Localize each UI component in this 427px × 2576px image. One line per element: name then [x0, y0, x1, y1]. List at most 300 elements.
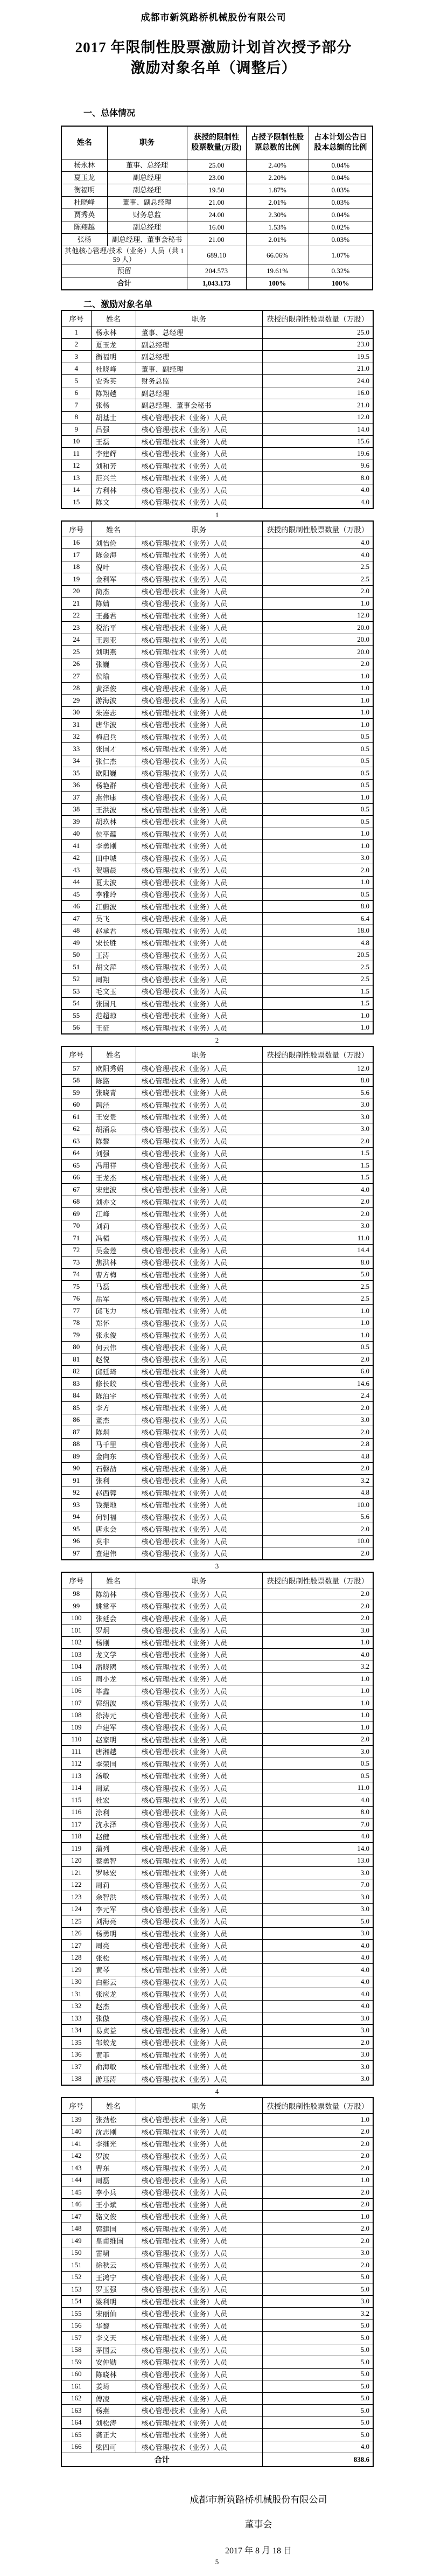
roster-name-cell: 唐永会: [91, 1523, 136, 1536]
roster-name-cell: 张巍: [91, 658, 136, 670]
roster-row: [61, 327, 373, 339]
roster-seq-cell: 157: [61, 2332, 91, 2344]
roster-seq-cell: 129: [61, 1964, 91, 1976]
roster-amount-cell: 1.0: [262, 1317, 373, 1329]
roster-row: [61, 1317, 373, 1329]
roster-row: [61, 1402, 373, 1414]
roster-name-cell: 欧阳巍: [91, 767, 136, 780]
roster-header-cell: 职务: [136, 310, 262, 327]
roster-name-cell: 王龙杰: [91, 1171, 136, 1184]
roster-amount-cell: 2.0: [262, 1547, 373, 1560]
roster-role-cell: 核心管理/技术（业务）人员: [136, 1244, 262, 1256]
roster-amount-cell: 1.0: [262, 1697, 373, 1710]
roster-row: [61, 2283, 373, 2296]
roster-row: [61, 1818, 373, 1831]
roster-amount-cell: 5.0: [262, 2429, 373, 2441]
roster-amount-cell: 8.0: [262, 900, 373, 913]
roster-amount-cell: 7.0: [262, 1879, 373, 1891]
roster-amount-cell: 14.0: [262, 423, 373, 436]
roster-role-cell: 核心管理/技术（业务）人员: [136, 1976, 262, 1988]
roster-role-cell: 核心管理/技术（业务）人员: [136, 609, 262, 622]
roster-amount-cell: 2.8: [262, 1438, 373, 1450]
summary-row: [61, 184, 373, 197]
roster-amount-cell: 0.5: [262, 1758, 373, 1770]
roster-seq-cell: 11: [61, 448, 91, 460]
roster-seq-cell: 41: [61, 840, 91, 852]
roster-role-cell: 核心管理/技术（业务）人员: [136, 2429, 262, 2441]
roster-seq-cell: 46: [61, 900, 91, 913]
roster-amount-cell: 14.6: [262, 1378, 373, 1390]
roster-role-cell: 核心管理/技术（业务）人员: [136, 2049, 262, 2061]
roster-name-cell: 刘明燕: [91, 646, 136, 658]
summary-cell: 24.00: [187, 209, 246, 221]
roster-seq-cell: 44: [61, 876, 91, 888]
roster-name-cell: 唐华波: [91, 719, 136, 731]
roster-seq-cell: 109: [61, 1721, 91, 1734]
roster-header-row: [61, 521, 373, 537]
roster-role-cell: 核心管理/技术（业务）人员: [136, 1612, 262, 1624]
roster-amount-cell: 5.0: [262, 2344, 373, 2356]
roster-seq-cell: 65: [61, 1159, 91, 1172]
roster-amount-cell: 1.0: [262, 1721, 373, 1734]
roster-role-cell: 核心管理/技术（业务）人员: [136, 743, 262, 755]
roster-role-cell: 核心管理/技术（业务）人员: [136, 1171, 262, 1184]
roster-seq-cell: 143: [61, 2162, 91, 2175]
roster-role-cell: 核心管理/技术（业务）人员: [136, 925, 262, 937]
roster-role-cell: 核心管理/技术（业务）人员: [136, 1697, 262, 1710]
roster-role-cell: 核心管理/技术（业务）人员: [136, 900, 262, 913]
footer-date: 2017 年 8 月 18 日: [225, 2546, 292, 2556]
roster-row: [61, 1159, 373, 1172]
page-number-4: 4: [215, 2087, 219, 2095]
roster-row: [61, 1305, 373, 1317]
roster-role-cell: 核心管理/技术（业务）人员: [136, 1305, 262, 1317]
summary-cell: 2.40%: [246, 159, 309, 172]
roster-row: [61, 622, 373, 634]
roster-seq-cell: 73: [61, 1256, 91, 1269]
roster-name-cell: 周斌: [91, 1782, 136, 1794]
roster-row: [61, 496, 373, 509]
roster-seq-cell: 75: [61, 1281, 91, 1293]
roster-name-cell: 胡文萍: [91, 961, 136, 974]
roster-amount-cell: 4.0: [262, 1952, 373, 1964]
roster-role-cell: 核心管理/技术（业务）人员: [136, 537, 262, 549]
roster-role-cell: 核心管理/技术（业务）人员: [136, 1794, 262, 1807]
summary-header-cell: 姓名: [61, 126, 107, 159]
summary-cell: 张杨: [61, 234, 107, 246]
roster-seq-cell: 13: [61, 472, 91, 484]
roster-seq-cell: 130: [61, 1976, 91, 1988]
roster-seq-cell: 54: [61, 997, 91, 1010]
roster-seq-cell: 9: [61, 423, 91, 436]
roster-seq-cell: 51: [61, 961, 91, 974]
roster-role-cell: 核心管理/技术（业务）人员: [136, 1099, 262, 1111]
roster-row: [61, 1256, 373, 1269]
roster-name-cell: 梁利明: [91, 2295, 136, 2308]
roster-amount-cell: 3.0: [262, 1111, 373, 1123]
roster-row: [61, 1782, 373, 1794]
roster-amount-cell: 1.0: [262, 1010, 373, 1022]
roster-row: [61, 387, 373, 399]
roster-role-cell: 核心管理/技术（业务）人员: [136, 2417, 262, 2429]
roster-name-cell: 查建伟: [91, 1547, 136, 1560]
roster-seq-cell: 105: [61, 1673, 91, 1685]
roster-amount-cell: 2.0: [262, 2259, 373, 2272]
roster-amount-cell: 5.0: [262, 2320, 373, 2332]
roster-row: [61, 888, 373, 901]
summary-cell: 1,043.173: [187, 277, 246, 290]
roster-role-cell: 核心管理/技术（业务）人员: [136, 803, 262, 816]
section-heading-roster: 二、激励对象名单: [83, 300, 153, 309]
summary-cell: 夏玉龙: [61, 172, 107, 184]
roster-role-cell: 核心管理/技术（业务）人员: [136, 1855, 262, 1867]
roster-seq-cell: 127: [61, 1940, 91, 1952]
roster-name-cell: 夏玉龙: [91, 338, 136, 351]
roster-name-cell: 潘晓鸥: [91, 1661, 136, 1673]
roster-role-cell: 核心管理/技术（业务）人员: [136, 2186, 262, 2199]
roster-role-cell: 核心管理/技术（业务）人员: [136, 695, 262, 707]
roster-header-cell: 获授的限制性股票数量（万股）: [262, 1572, 373, 1588]
roster-name-cell: 张国才: [91, 743, 136, 755]
roster-row: [61, 1329, 373, 1342]
roster-amount-cell: 0.5: [262, 888, 373, 901]
roster-amount-cell: 4.8: [262, 1450, 373, 1463]
roster-seq-cell: 68: [61, 1196, 91, 1208]
roster-amount-cell: 4.0: [262, 549, 373, 561]
roster-name-cell: 欧阳秀娟: [91, 1063, 136, 1075]
roster-row: [61, 1099, 373, 1111]
roster-name-cell: 游海波: [91, 695, 136, 707]
roster-role-cell: 核心管理/技术（业务）人员: [136, 1022, 262, 1034]
roster-name-cell: 贺塘晨: [91, 864, 136, 877]
roster-row: [61, 2012, 373, 2025]
roster-role-cell: 核心管理/技术（业务）人员: [136, 1649, 262, 1661]
roster-amount-cell: 23.0: [262, 338, 373, 351]
roster-role-cell: 核心管理/技术（业务）人员: [136, 1329, 262, 1342]
roster-role-cell: 核心管理/技术（业务）人员: [136, 1940, 262, 1952]
roster-name-cell: 李勇刚: [91, 840, 136, 852]
roster-seq-cell: 88: [61, 1438, 91, 1450]
roster-name-cell: 张应龙: [91, 1988, 136, 2001]
roster-role-cell: 核心管理/技术（业务）人员: [136, 1184, 262, 1196]
roster-name-cell: 董杰: [91, 1414, 136, 1426]
roster-role-cell: 核心管理/技术（业务）人员: [136, 1588, 262, 1600]
roster-role-cell: 核心管理/技术（业务）人员: [136, 423, 262, 436]
roster-name-cell: 骆文俊: [91, 2211, 136, 2223]
roster-row: [61, 1022, 373, 1034]
roster-name-cell: 方利林: [91, 484, 136, 496]
roster-row: [61, 1964, 373, 1976]
roster-amount-cell: 1.0: [262, 1636, 373, 1649]
roster-amount-cell: 4.0: [262, 1940, 373, 1952]
roster-role-cell: 核心管理/技术（业务）人员: [136, 1770, 262, 1782]
roster-amount-cell: 1.5: [262, 985, 373, 998]
roster-role-cell: 核心管理/技术（业务）人员: [136, 985, 262, 998]
summary-cell: 2.30%: [246, 209, 309, 221]
roster-amount-cell: 3.0: [262, 2073, 373, 2085]
roster-name-cell: 王鸿宁: [91, 2271, 136, 2283]
summary-cell: 16.00: [187, 221, 246, 234]
roster-header-cell: 序号: [61, 2098, 91, 2114]
roster-role-cell: 核心管理/技术（业务）人员: [136, 682, 262, 695]
roster-row: [61, 1636, 373, 1649]
roster-amount-cell: 5.0: [262, 2283, 373, 2296]
roster-row: [61, 1612, 373, 1624]
roster-row: [61, 997, 373, 1010]
roster-role-cell: 核心管理/技术（业务）人员: [136, 549, 262, 561]
roster-row: [61, 435, 373, 448]
roster-amount-cell: 3.2: [262, 2308, 373, 2320]
roster-name-cell: 衡福明: [91, 351, 136, 363]
roster-seq-cell: 156: [61, 2320, 91, 2332]
roster-row: [61, 1673, 373, 1685]
roster-seq-cell: 79: [61, 1329, 91, 1342]
roster-amount-cell: 3.0: [262, 1099, 373, 1111]
roster-name-cell: 修长皎: [91, 1378, 136, 1390]
roster-seq-cell: 138: [61, 2073, 91, 2085]
doc-title-line1: 2017 年限制性股票激励计划首次授予部分: [75, 39, 352, 55]
roster-row: [61, 363, 373, 375]
roster-role-cell: 核心管理/技术（业务）人员: [136, 2174, 262, 2186]
roster-row: [61, 864, 373, 877]
roster-seq-cell: 86: [61, 1414, 91, 1426]
roster-name-cell: 周小龙: [91, 1673, 136, 1685]
roster-name-cell: 涂利: [91, 1806, 136, 1818]
roster-row: [61, 1952, 373, 1964]
roster-header-cell: 姓名: [91, 1046, 136, 1063]
roster-amount-cell: 3.0: [262, 1624, 373, 1637]
roster-amount-cell: 19.6: [262, 448, 373, 460]
roster-amount-cell: 6.4: [262, 913, 373, 925]
roster-amount-cell: 5.0: [262, 2332, 373, 2344]
roster-seq-cell: 92: [61, 1487, 91, 1499]
roster-name-cell: 简杰: [91, 585, 136, 598]
roster-total-label: 合计: [61, 2453, 262, 2467]
roster-seq-cell: 32: [61, 731, 91, 743]
roster-role-cell: 核心管理/技术（业务）人员: [136, 1673, 262, 1685]
roster-seq-cell: 164: [61, 2417, 91, 2429]
roster-role-cell: 核心管理/技术（业务）人员: [136, 1438, 262, 1450]
roster-name-cell: 白彬云: [91, 1976, 136, 1988]
roster-role-cell: 核心管理/技术（业务）人员: [136, 828, 262, 840]
summary-cell: 杜晓峰: [61, 197, 107, 209]
roster-row: [61, 2259, 373, 2272]
roster-amount-cell: 1.0: [262, 876, 373, 888]
roster-seq-cell: 163: [61, 2405, 91, 2417]
roster-seq-cell: 135: [61, 2037, 91, 2049]
roster-seq-cell: 50: [61, 949, 91, 961]
roster-role-cell: 核心管理/技术（业务）人员: [136, 731, 262, 743]
roster-row: [61, 1353, 373, 1366]
roster-amount-cell: 14.0: [262, 1843, 373, 1855]
roster-amount-cell: 15.6: [262, 435, 373, 448]
roster-role-cell: 核心管理/技术（业务）人员: [136, 1782, 262, 1794]
roster-seq-cell: 91: [61, 1475, 91, 1487]
summary-cell: 贾秀英: [61, 209, 107, 221]
roster-name-cell: 江峰: [91, 1208, 136, 1220]
roster-seq-cell: 34: [61, 755, 91, 767]
roster-row: [61, 961, 373, 974]
roster-table: [61, 1572, 374, 2086]
roster-seq-cell: 72: [61, 1244, 91, 1256]
roster-amount-cell: 1.5: [262, 997, 373, 1010]
summary-header-cell: 占本计划公告日股本总额的比例: [309, 126, 373, 159]
roster-amount-cell: 3.0: [262, 2247, 373, 2259]
summary-cell: 杨永林: [61, 159, 107, 172]
roster-name-cell: 金向东: [91, 1450, 136, 1463]
roster-name-cell: 邹蛟龙: [91, 2037, 136, 2049]
roster-row: [61, 2150, 373, 2162]
roster-row: [61, 549, 373, 561]
roster-role-cell: 核心管理/技术（业务）人员: [136, 1475, 262, 1487]
roster-role-cell: 核心管理/技术（业务）人员: [136, 1733, 262, 1746]
roster-name-cell: 杨刚: [91, 1636, 136, 1649]
roster-role-cell: 核心管理/技术（业务）人员: [136, 2308, 262, 2320]
roster-row: [61, 1915, 373, 1928]
summary-cell: 66.06%: [246, 246, 309, 265]
roster-row: [61, 743, 373, 755]
roster-header-cell: 序号: [61, 1572, 91, 1588]
roster-amount-cell: 9.6: [262, 460, 373, 472]
roster-role-cell: 核心管理/技术（业务）人员: [136, 1353, 262, 1366]
roster-seq-cell: 6: [61, 387, 91, 399]
summary-cell: 董事、总经理: [107, 159, 187, 172]
roster-amount-cell: 4.0: [262, 1964, 373, 1976]
roster-seq-cell: 61: [61, 1111, 91, 1123]
roster-name-cell: 沈志刚: [91, 2126, 136, 2138]
roster-role-cell: 核心管理/技术（业务）人员: [136, 2150, 262, 2162]
roster-row: [61, 1867, 373, 1879]
roster-header-cell: 职务: [136, 521, 262, 537]
roster-row: [61, 1806, 373, 1818]
roster-seq-cell: 63: [61, 1135, 91, 1148]
roster-amount-cell: 1.0: [262, 1709, 373, 1721]
summary-cell: 689.10: [187, 246, 246, 265]
roster-seq-cell: 116: [61, 1806, 91, 1818]
roster-role-cell: 核心管理/技术（业务）人员: [136, 411, 262, 423]
doc-title: [0, 37, 427, 78]
summary-cell: 衡福明: [61, 184, 107, 197]
roster-row: [61, 2114, 373, 2126]
roster-seq-cell: 95: [61, 1523, 91, 1536]
roster-amount-cell: 2.0: [262, 1402, 373, 1414]
roster-amount-cell: 5.0: [262, 2417, 373, 2429]
roster-name-cell: 夏太波: [91, 876, 136, 888]
roster-role-cell: 核心管理/技术（业务）人员: [136, 1879, 262, 1891]
roster-name-cell: 陈金海: [91, 549, 136, 561]
roster-role-cell: 核心管理/技术（业务）人员: [136, 852, 262, 864]
roster-role-cell: 核心管理/技术（业务）人员: [136, 1414, 262, 1426]
roster-role-cell: 核心管理/技术（业务）人员: [136, 1293, 262, 1305]
summary-cell: 204.573: [187, 265, 246, 277]
roster-seq-cell: 67: [61, 1184, 91, 1196]
roster-seq-cell: 23: [61, 622, 91, 634]
roster-amount-cell: 1.0: [262, 682, 373, 695]
roster-role-cell: 核心管理/技术（业务）人员: [136, 2073, 262, 2085]
roster-name-cell: 龚正大: [91, 2429, 136, 2441]
roster-header-cell: 职务: [136, 1572, 262, 1588]
roster-name-cell: 岳军: [91, 1293, 136, 1305]
roster-row: [61, 1746, 373, 1758]
roster-name-cell: 陈婧: [91, 598, 136, 610]
roster-name-cell: 范超琼: [91, 1010, 136, 1022]
roster-amount-cell: 2.0: [262, 1733, 373, 1746]
roster-role-cell: 核心管理/技术（业务）人员: [136, 816, 262, 828]
roster-row: [61, 2223, 373, 2235]
roster-role-cell: 核心管理/技术（业务）人员: [136, 706, 262, 719]
summary-header-cell: 获授的限制性股票数量(万股): [187, 126, 246, 159]
roster-role-cell: 核心管理/技术（业务）人员: [136, 913, 262, 925]
roster-role-cell: 核心管理/技术（业务）人员: [136, 1220, 262, 1232]
roster-role-cell: 核心管理/技术（业务）人员: [136, 646, 262, 658]
roster-name-cell: 张晓青: [91, 1087, 136, 1099]
roster-row: [61, 937, 373, 949]
roster-amount-cell: 1.0: [262, 791, 373, 804]
roster-role-cell: 核心管理/技术（业务）人员: [136, 2320, 262, 2332]
roster-row: [61, 1721, 373, 1734]
roster-role-cell: 副总经理、董事会秘书: [136, 399, 262, 412]
roster-seq-cell: 39: [61, 816, 91, 828]
roster-amount-cell: 3.0: [262, 1903, 373, 1915]
roster-amount-cell: 2.5: [262, 973, 373, 985]
roster-table: [61, 2097, 374, 2467]
roster-amount-cell: 4.0: [262, 1988, 373, 2001]
roster-amount-cell: 2.0: [262, 658, 373, 670]
roster-seq-cell: 58: [61, 1074, 91, 1087]
roster-amount-cell: 3.0: [262, 1891, 373, 1904]
roster-row: [61, 1244, 373, 1256]
roster-name-cell: 李建辉: [91, 448, 136, 460]
roster-name-cell: 刘怡俭: [91, 537, 136, 549]
roster-row: [61, 2344, 373, 2356]
roster-role-cell: 核心管理/技术（业务）人员: [136, 1952, 262, 1964]
roster-amount-cell: 2.0: [262, 1523, 373, 1536]
roster-row: [61, 949, 373, 961]
roster-amount-cell: 2.0: [262, 1426, 373, 1439]
roster-name-cell: 赵承君: [91, 925, 136, 937]
summary-table-head: [61, 126, 373, 159]
roster-role-cell: 核心管理/技术（业务）人员: [136, 1661, 262, 1673]
roster-seq-cell: 131: [61, 1988, 91, 2001]
roster-role-cell: 核心管理/技术（业务）人员: [136, 670, 262, 683]
roster-row: [61, 1390, 373, 1402]
roster-seq-cell: 43: [61, 864, 91, 877]
roster-name-cell: 王小斌: [91, 2198, 136, 2211]
roster-name-cell: 邱廷琦: [91, 1365, 136, 1378]
roster-row: [61, 1111, 373, 1123]
roster-seq-cell: 31: [61, 719, 91, 731]
roster-name-cell: 黄菲: [91, 2049, 136, 2061]
roster-row: [61, 460, 373, 472]
roster-total-value: 838.6: [262, 2453, 373, 2467]
roster-name-cell: 李方: [91, 1402, 136, 1414]
roster-name-cell: 王恩亚: [91, 634, 136, 646]
roster-row: [61, 876, 373, 888]
roster-row: [61, 2417, 373, 2429]
roster-role-cell: 核心管理/技术（业务）人员: [136, 1830, 262, 1843]
roster-row: [61, 2061, 373, 2073]
page-number-2: 2: [215, 1036, 219, 1044]
roster-row: [61, 1450, 373, 1463]
roster-seq-cell: 84: [61, 1390, 91, 1402]
roster-seq-cell: 45: [61, 888, 91, 901]
roster-amount-cell: 12.0: [262, 1063, 373, 1075]
roster-row: [61, 561, 373, 573]
roster-role-cell: 核心管理/技术（业务）人员: [136, 1063, 262, 1075]
summary-cell: 0.32%: [309, 265, 373, 277]
roster-name-cell: 姜琦: [91, 2380, 136, 2393]
summary-cell: 21.00: [187, 197, 246, 209]
